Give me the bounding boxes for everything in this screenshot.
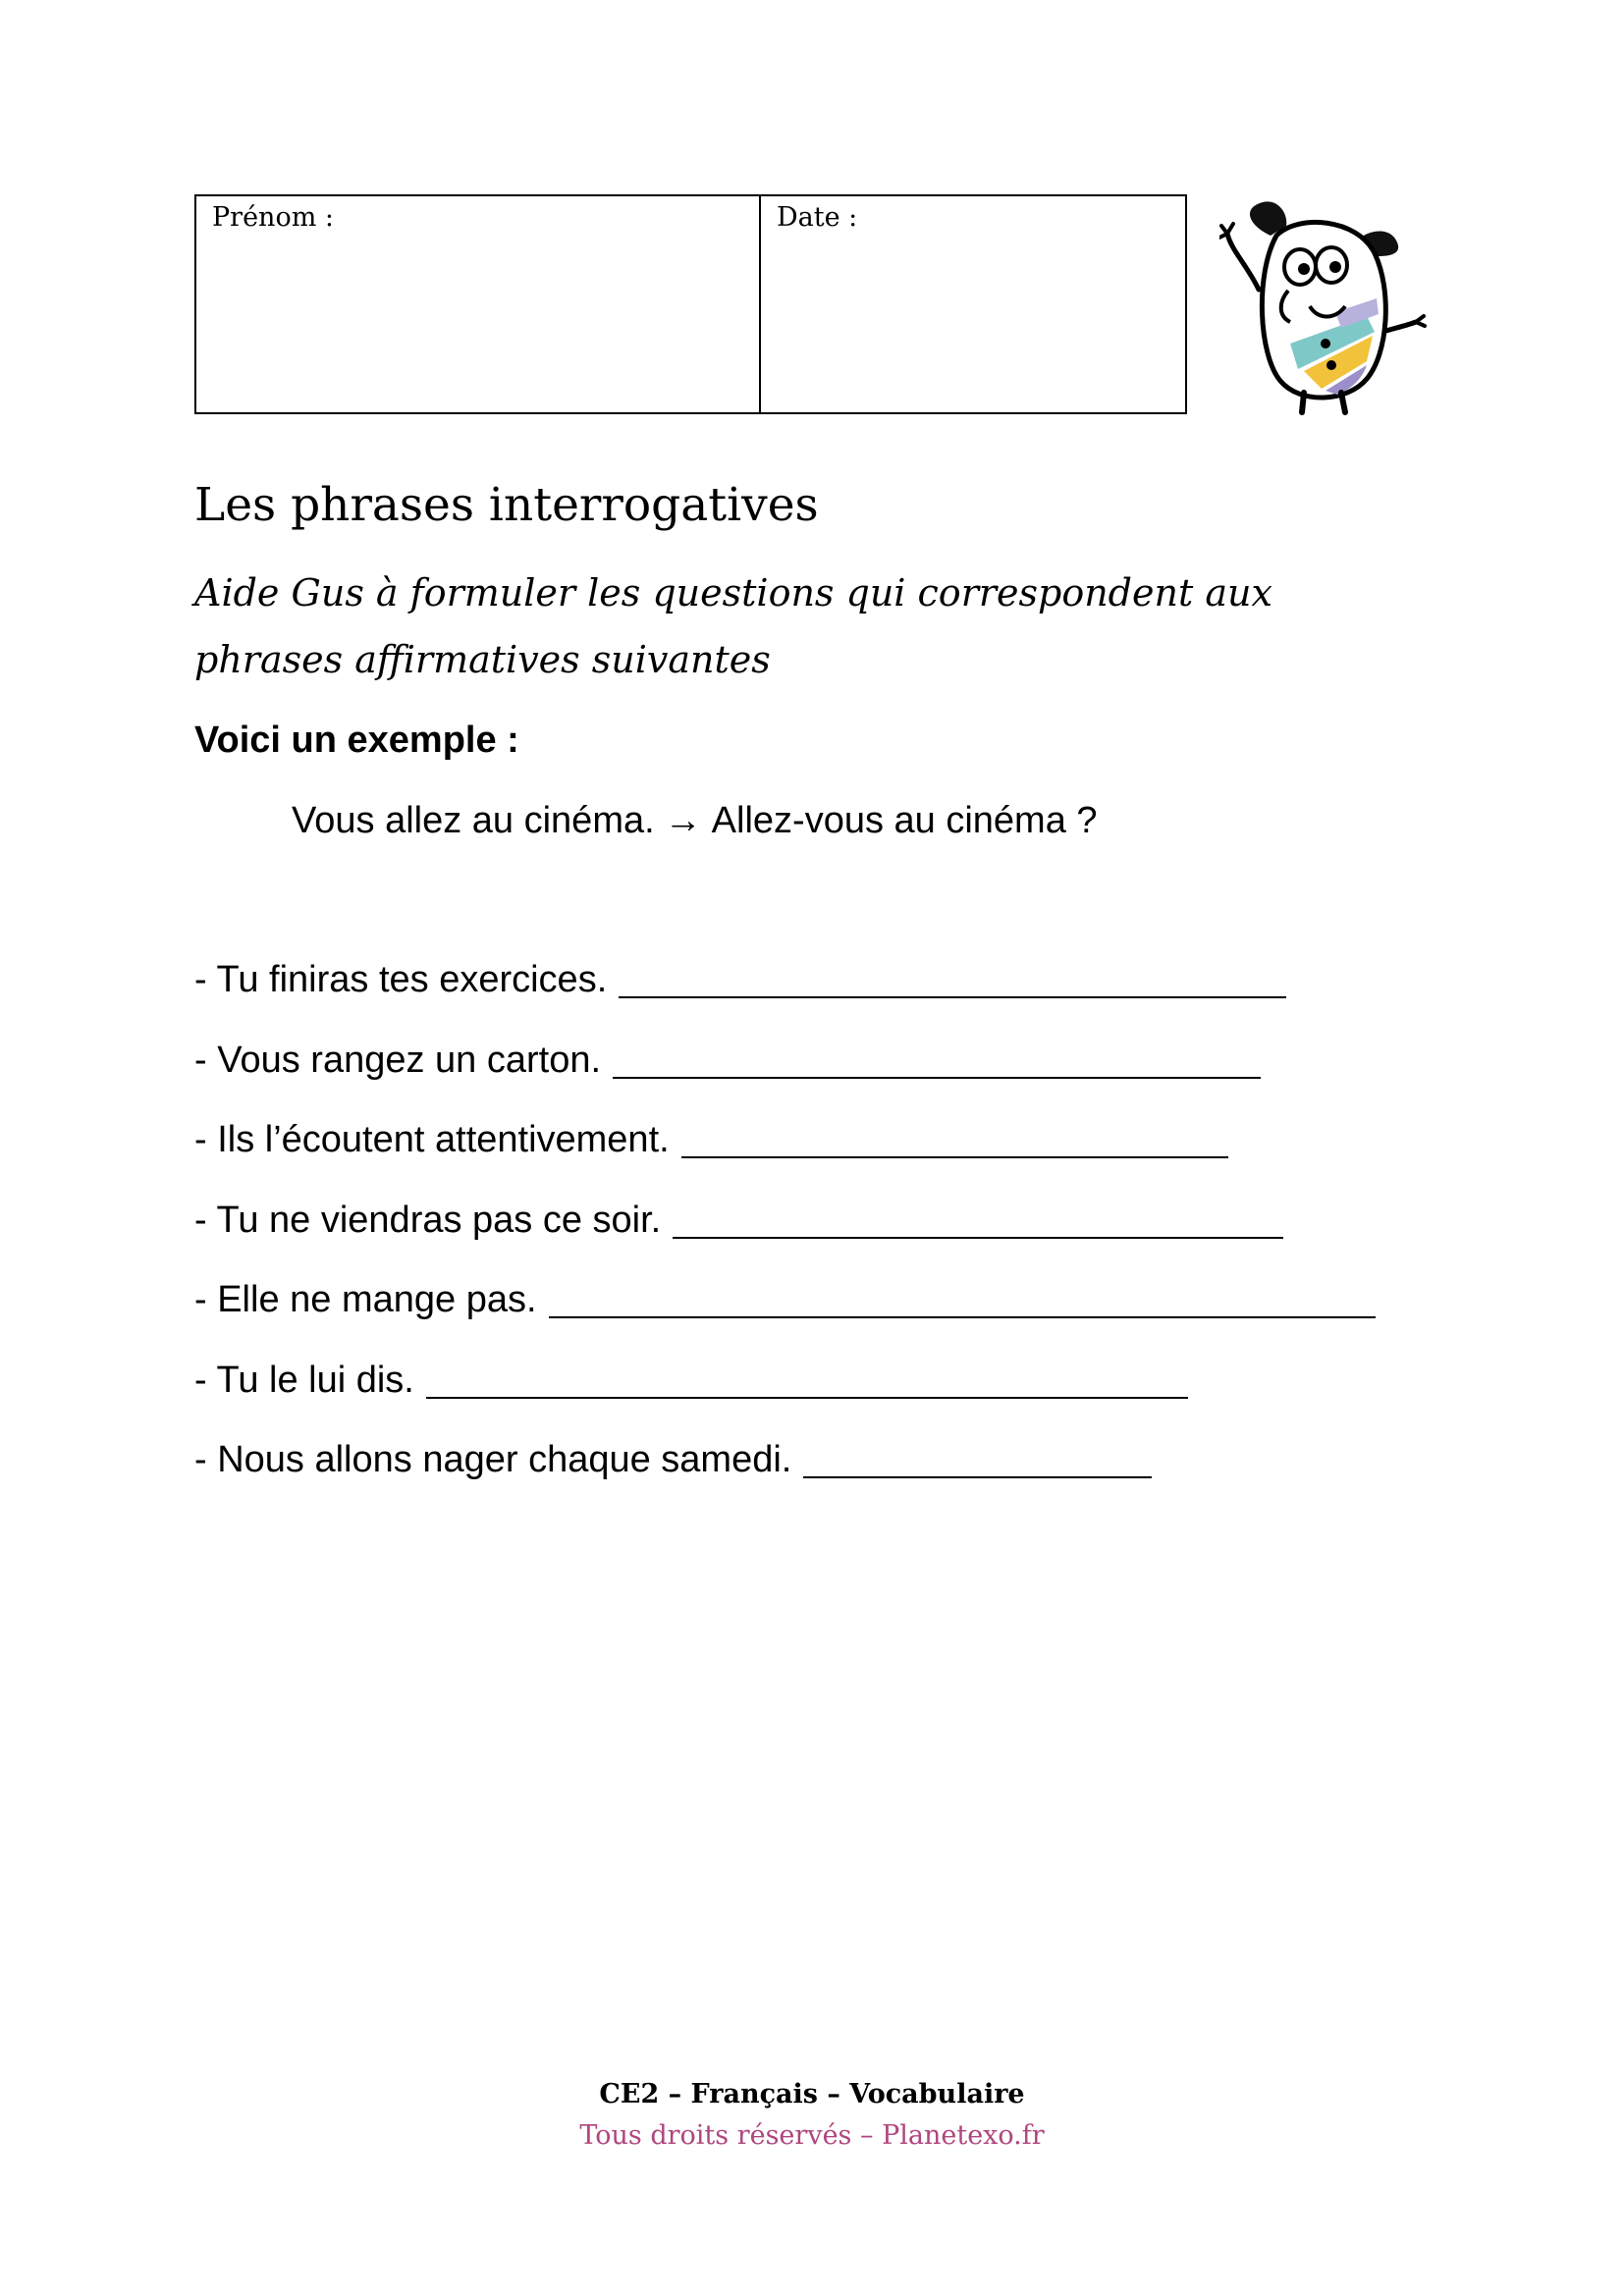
exercise-item [194,1277,1376,1358]
exercise-item [194,1437,1376,1518]
exercise-item [194,1038,1376,1118]
exercise-list [194,957,1376,1518]
answer-blank[interactable] [673,1198,1283,1239]
prenom-label: Prénom : [212,202,334,233]
exercise-sentence: - Elle ne mange pas. [194,1279,537,1320]
prenom-cell [196,196,761,412]
page-title: Les phrases interrogatives [194,478,819,532]
exercise-item [194,957,1376,1038]
exercise-item [194,1198,1376,1278]
prenom-field[interactable] [208,243,747,402]
exercise-sentence: - Tu ne viendras pas ce soir. [194,1199,662,1241]
exercise-sentence: - Vous rangez un carton. [194,1039,602,1081]
answer-blank[interactable] [619,957,1286,998]
date-label: Date : [777,202,858,233]
example-label: Voici un exemple : [194,720,519,761]
date-cell [761,196,1185,412]
answer-blank[interactable] [549,1277,1376,1318]
exercise-sentence: - Tu finiras tes exercices. [194,959,608,1000]
footer-rights: Tous droits réservés – Planetexo.fr [579,2120,1045,2151]
arrow-right-icon: → [664,800,702,841]
exercise-item [194,1117,1376,1198]
date-field[interactable] [773,243,1173,402]
exercise-sentence: - Ils l’écoutent attentivement. [194,1119,670,1160]
answer-blank[interactable] [681,1117,1228,1158]
answer-blank[interactable] [613,1038,1261,1079]
footer-title: CE2 – Français – Vocabulaire [599,2079,1025,2109]
gus-sheep-mascot-icon [1219,196,1428,416]
student-info-table [194,194,1187,414]
example-line [292,800,1098,842]
exercise-item [194,1358,1376,1438]
example-question: Allez-vous au cinéma ? [711,800,1098,841]
exercise-sentence: - Nous allons nager chaque samedi. [194,1439,792,1480]
exercise-sentence: - Tu le lui dis. [194,1359,414,1401]
answer-blank[interactable] [803,1437,1152,1478]
example-statement: Vous allez au cinéma. [292,800,655,841]
instruction-text: Aide Gus à formuler les questions qui correspondent aux phrases affirmatives suivantes [194,571,1272,681]
answer-blank[interactable] [426,1358,1188,1399]
